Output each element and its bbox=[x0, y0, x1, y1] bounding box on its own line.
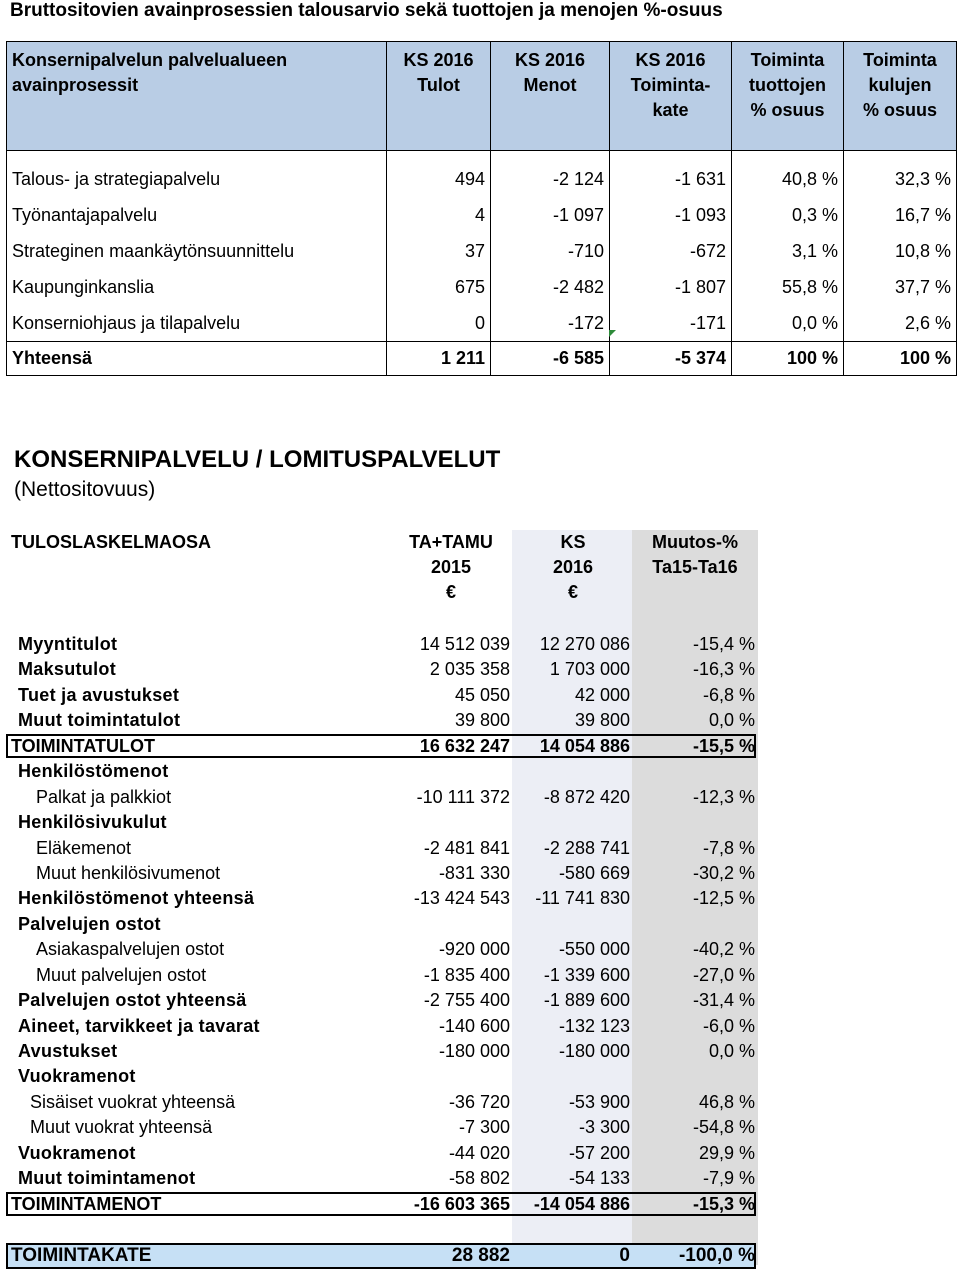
value-2016: -53 900 bbox=[568, 1091, 630, 1112]
row-label: Maksutulot bbox=[18, 659, 117, 680]
operating-margin-change: -100,0 % bbox=[678, 1245, 755, 1266]
process-name-cell: Kaupunginkanslia bbox=[7, 269, 387, 305]
row-label: Vuokramenot bbox=[18, 1142, 136, 1163]
value-cell: 10,8 % bbox=[844, 233, 957, 269]
value-2016: -1 339 600 bbox=[543, 964, 630, 985]
total-row-border bbox=[6, 734, 756, 758]
change-pct: -30,2 % bbox=[692, 862, 755, 883]
operating-margin-2015: 28 882 bbox=[451, 1245, 510, 1266]
row-label: Henkilösivukulut bbox=[18, 812, 167, 833]
value-cell: -1 631 bbox=[610, 161, 732, 197]
value-2015: 2 035 358 bbox=[429, 659, 510, 680]
header-change-pct: Muutos-% Ta15-Ta16 bbox=[652, 532, 738, 577]
row-label: Myyntitulot bbox=[18, 634, 118, 654]
value-cell: -1 093 bbox=[610, 197, 732, 233]
value-2015: -16 603 365 bbox=[413, 1193, 510, 1214]
statement-row bbox=[0, 835, 960, 860]
spacer-row bbox=[7, 151, 957, 162]
value-2016: -54 133 bbox=[568, 1168, 630, 1189]
value-2016: 12 270 086 bbox=[539, 634, 630, 654]
value-2015: -2 755 400 bbox=[423, 990, 510, 1011]
change-pct: -54,8 % bbox=[692, 1117, 755, 1138]
value-cell: -2 124 bbox=[491, 161, 610, 197]
statement-row bbox=[0, 860, 960, 885]
row-label: Vuokramenot bbox=[18, 1066, 136, 1087]
statement-row bbox=[0, 758, 960, 783]
total-row bbox=[7, 342, 957, 376]
value-2016: -3 300 bbox=[578, 1117, 630, 1138]
statement-row bbox=[0, 962, 960, 987]
value-2015: -140 600 bbox=[438, 1015, 510, 1036]
value-2016: -14 054 886 bbox=[533, 1193, 630, 1214]
process-name-cell: Työnantajapalvelu bbox=[7, 197, 387, 233]
page-title: Bruttositovien avainprosessien talousarvio sekä tuottojen ja menojen %-osuus bbox=[10, 0, 723, 21]
statement-row bbox=[0, 656, 960, 681]
value-2016: -580 669 bbox=[558, 862, 630, 883]
value-cell: -1 097 bbox=[491, 197, 610, 233]
value-cell: 0,0 % bbox=[732, 305, 844, 342]
section-subheading: (Nettositovuus) bbox=[14, 478, 156, 501]
value-cell: -172 bbox=[491, 305, 610, 342]
value-2015: -2 481 841 bbox=[423, 837, 510, 858]
value-2015: -36 720 bbox=[448, 1091, 510, 1112]
value-cell: 3,1 % bbox=[732, 233, 844, 269]
value-2015: -58 802 bbox=[448, 1168, 510, 1189]
change-pct: -40,2 % bbox=[692, 939, 755, 960]
table-header-row bbox=[7, 42, 957, 151]
change-pct: -15,5 % bbox=[692, 735, 755, 756]
total-label-cell: Yhteensä bbox=[7, 342, 387, 376]
value-cell: 494 bbox=[387, 161, 491, 197]
change-pct: -7,9 % bbox=[702, 1168, 755, 1189]
table-row bbox=[7, 161, 957, 197]
value-2015: 16 632 247 bbox=[419, 735, 510, 756]
value-2016: -550 000 bbox=[558, 939, 630, 960]
change-pct: -12,3 % bbox=[692, 786, 755, 807]
value-cell: -2 482 bbox=[491, 269, 610, 305]
value-2016: 39 800 bbox=[574, 710, 630, 731]
row-label: Muut henkilösivumenot bbox=[36, 862, 221, 883]
statement-row bbox=[0, 1038, 960, 1063]
value-2016: 1 703 000 bbox=[549, 659, 630, 680]
header-income-share: Toiminta tuottojen % osuus bbox=[732, 42, 844, 151]
change-pct: -6,0 % bbox=[702, 1015, 755, 1036]
value-cell: 0 bbox=[387, 305, 491, 342]
value-cell: -672 bbox=[610, 233, 732, 269]
value-cell: 16,7 % bbox=[844, 197, 957, 233]
value-2015: -10 111 372 bbox=[416, 786, 510, 807]
table-row bbox=[7, 197, 957, 233]
header-ks-2016: KS 2016 € bbox=[552, 532, 594, 602]
change-pct: -15,3 % bbox=[692, 1193, 755, 1214]
row-label: Henkilöstömenot yhteensä bbox=[18, 888, 255, 909]
value-2015: -1 835 400 bbox=[423, 964, 510, 985]
change-pct: -7,8 % bbox=[702, 837, 755, 858]
value-cell: 4 bbox=[387, 197, 491, 233]
statement-row bbox=[0, 1140, 960, 1165]
value-2016: 14 054 886 bbox=[539, 735, 630, 756]
value-2015: 39 800 bbox=[454, 710, 510, 731]
value-2015: -180 000 bbox=[438, 1041, 510, 1061]
change-pct: -27,0 % bbox=[692, 964, 755, 985]
change-pct: 0,0 % bbox=[708, 710, 755, 731]
header-ta-tamu-2015: TA+TAMU 2015 € bbox=[409, 532, 493, 602]
value-cell: 37,7 % bbox=[844, 269, 957, 305]
statement-row bbox=[0, 707, 960, 732]
operating-margin-label: TOIMINTAKATE bbox=[11, 1245, 152, 1266]
key-process-budget-table bbox=[6, 41, 957, 376]
value-2016: 42 000 bbox=[574, 684, 630, 705]
value-2016: -57 200 bbox=[568, 1142, 630, 1163]
row-label: Palvelujen ostot bbox=[18, 913, 161, 934]
statement-row bbox=[0, 682, 960, 707]
process-name-cell: Talous- ja strategiapalvelu bbox=[7, 161, 387, 197]
value-2015: -7 300 bbox=[458, 1117, 510, 1138]
header-expenses: KS 2016 Menot bbox=[491, 42, 610, 151]
row-label: Sisäiset vuokrat yhteensä bbox=[30, 1091, 236, 1112]
row-label: TOIMINTAMENOT bbox=[11, 1193, 162, 1214]
value-cell: -1 807 bbox=[610, 269, 732, 305]
total-row-border bbox=[6, 1192, 756, 1216]
change-pct: -16,3 % bbox=[692, 659, 755, 680]
section-heading: KONSERNIPALVELU / LOMITUSPALVELUT bbox=[14, 446, 501, 473]
row-label: Henkilöstömenot bbox=[18, 761, 169, 782]
statement-row bbox=[0, 1165, 960, 1190]
value-cell: 675 bbox=[387, 269, 491, 305]
process-name-cell: Strateginen maankäytönsuunnittelu bbox=[7, 233, 387, 269]
row-label: Aineet, tarvikkeet ja tavarat bbox=[18, 1015, 260, 1036]
total-value-cell: 100 % bbox=[844, 342, 957, 376]
value-cell: 40,8 % bbox=[732, 161, 844, 197]
total-value-cell: 100 % bbox=[732, 342, 844, 376]
value-2015: -13 424 543 bbox=[413, 888, 510, 909]
statement-row bbox=[0, 987, 960, 1012]
row-label: Avustukset bbox=[18, 1041, 118, 1061]
income-statement-rows bbox=[0, 631, 960, 1216]
value-cell: 32,3 % bbox=[844, 161, 957, 197]
header-income: KS 2016 Tulot bbox=[387, 42, 491, 151]
value-cell: 2,6 % bbox=[844, 305, 957, 342]
value-cell: 55,8 % bbox=[732, 269, 844, 305]
cell-comment-marker bbox=[609, 330, 616, 337]
statement-row bbox=[0, 1063, 960, 1088]
value-2015: 14 512 039 bbox=[419, 634, 510, 654]
statement-row bbox=[0, 1114, 960, 1139]
statement-row bbox=[0, 885, 960, 910]
table-row bbox=[7, 233, 957, 269]
row-label: Asiakaspalvelujen ostot bbox=[36, 939, 225, 960]
statement-row bbox=[0, 1191, 960, 1216]
statement-row bbox=[0, 911, 960, 936]
row-label: Tuet ja avustukset bbox=[18, 684, 180, 705]
value-2015: 45 050 bbox=[454, 684, 510, 705]
statement-row bbox=[0, 1089, 960, 1114]
change-pct: 29,9 % bbox=[698, 1142, 755, 1163]
row-label: Eläkemenot bbox=[36, 837, 132, 858]
row-label: Muut toimintamenot bbox=[18, 1168, 196, 1189]
statement-row bbox=[0, 631, 960, 656]
operating-margin-2016: 0 bbox=[619, 1245, 630, 1266]
change-pct: -12,5 % bbox=[692, 888, 755, 909]
process-name-cell: Konserniohjaus ja tilapalvelu bbox=[7, 305, 387, 342]
statement-row bbox=[0, 784, 960, 809]
table-row bbox=[7, 269, 957, 305]
row-label: Muut palvelujen ostot bbox=[36, 964, 207, 985]
statement-row bbox=[0, 1013, 960, 1038]
value-2015: -44 020 bbox=[448, 1142, 510, 1163]
value-cell: 0,3 % bbox=[732, 197, 844, 233]
header-process: Konsernipalvelun palvelualueen avainprosessit bbox=[7, 42, 387, 151]
total-value-cell: -6 585 bbox=[491, 342, 610, 376]
table-row bbox=[7, 305, 957, 342]
row-label: Palvelujen ostot yhteensä bbox=[18, 990, 247, 1011]
value-2016: -8 872 420 bbox=[543, 786, 630, 807]
statement-row bbox=[0, 733, 960, 758]
statement-row bbox=[0, 936, 960, 961]
value-cell: 37 bbox=[387, 233, 491, 269]
value-2015: -920 000 bbox=[438, 939, 510, 960]
total-value-cell: -5 374 bbox=[610, 342, 732, 376]
value-2016: -2 288 741 bbox=[543, 837, 630, 858]
row-label: Muut vuokrat yhteensä bbox=[30, 1117, 213, 1138]
value-2016: -1 889 600 bbox=[543, 990, 630, 1011]
change-pct: 46,8 % bbox=[698, 1091, 755, 1112]
statement-row bbox=[0, 809, 960, 834]
change-pct: 0,0 % bbox=[708, 1041, 755, 1061]
change-pct: -15,4 % bbox=[692, 634, 755, 654]
value-2015: -831 330 bbox=[438, 862, 510, 883]
header-margin: KS 2016 Toiminta- kate bbox=[610, 42, 732, 151]
value-2016: -180 000 bbox=[558, 1041, 630, 1061]
row-label: TOIMINTATULOT bbox=[11, 735, 155, 756]
row-label: Palkat ja palkkiot bbox=[36, 786, 172, 807]
income-statement-label: TULOSLASKELMAOSA bbox=[11, 532, 211, 552]
value-cell: -710 bbox=[491, 233, 610, 269]
header-expense-share: Toiminta kulujen % osuus bbox=[844, 42, 957, 151]
change-pct: -31,4 % bbox=[692, 990, 755, 1011]
value-2016: -132 123 bbox=[558, 1015, 630, 1036]
row-label: Muut toimintatulot bbox=[18, 710, 181, 731]
value-cell: -171 bbox=[610, 305, 732, 342]
change-pct: -6,8 % bbox=[702, 684, 755, 705]
value-2016: -11 741 830 bbox=[535, 888, 630, 909]
total-value-cell: 1 211 bbox=[387, 342, 491, 376]
